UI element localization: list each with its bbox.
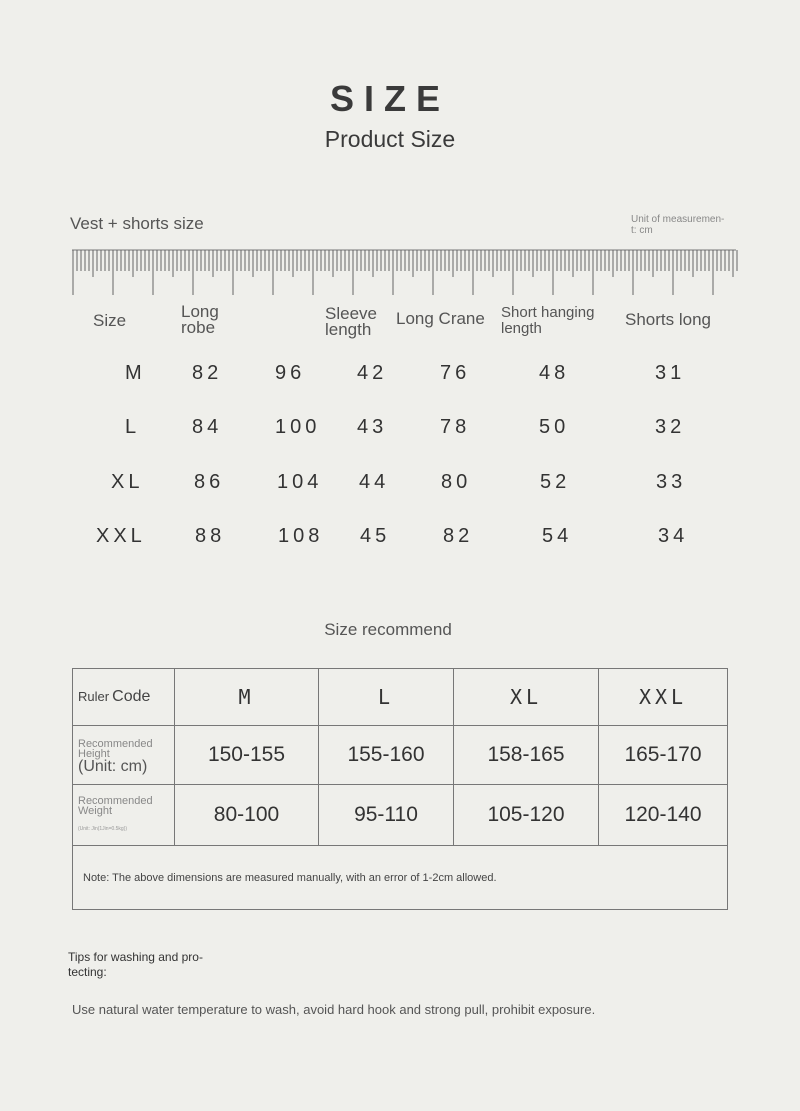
cell-long-crane: 80 [441,471,472,493]
tips-body: Use natural water temperature to wash, avoid hard hook and strong pull, prohibit exposure. [72,1002,596,1017]
cell-size: XL [111,471,144,493]
height-xl: 158-165 [454,726,599,785]
tips-title [68,950,228,980]
cell-long-robe: 88 [195,525,226,547]
cell-short-hanging: 48 [539,362,570,384]
code-xxl: XXL [599,669,728,726]
weight-label-cell [73,785,175,846]
col-header-sleeve-line2: length [325,320,372,339]
weight-label-line2: Weight [78,805,113,817]
recommend-title: Size recommend [324,620,452,639]
cell-shorts-long: 31 [655,362,686,384]
cell-short-hanging: 50 [539,416,570,438]
col-header-sleeve [325,306,377,338]
weight-xl: 105-120 [454,785,599,846]
cell-size: XXL [96,525,146,547]
recommend-table [72,668,728,910]
col-header-short-hanging-line2: length [501,320,542,337]
ruler-graphic [72,247,738,297]
height-l: 155-160 [319,726,454,785]
cell-sleeve: 45 [360,525,391,547]
cell-long-crane: 82 [443,525,474,547]
col-header-long-robe-line1: Long [181,302,219,321]
height-label-line2: Height [78,747,110,760]
tips-title-line1: Tips for washing and pro- [68,950,203,964]
recommend-height-row [73,726,728,785]
page-subtitle: Product Size [324,126,456,152]
col-header-shorts-long: Shorts long [625,310,711,329]
size-chart-label: Vest + shorts size [70,214,204,233]
col-header-long-robe [181,304,219,336]
cell-sleeve: 42 [357,362,388,384]
ruler-code-cell [73,669,175,726]
code-l: L [319,669,454,726]
cell-chest: 100 [275,416,321,438]
recommend-code-row [73,669,728,726]
cell-short-hanging: 52 [540,471,571,493]
col-header-size: Size [93,311,127,330]
col-header-sleeve-line1: Sleeve [325,304,377,323]
page-title: SIZE [329,78,450,119]
unit-note-line2: t: cm [631,225,653,236]
weight-unit: (Unit: Jin(1Jin=0.5kg)) [78,826,128,832]
cell-shorts-long: 33 [656,471,687,493]
cell-short-hanging: 54 [542,525,573,547]
col-header-long-crane: Long Crane [396,309,485,328]
height-xxl: 165-170 [599,726,728,785]
cell-size: M [125,362,146,384]
ruler-label: Ruler [78,688,110,704]
cell-shorts-long: 34 [658,525,689,547]
col-header-short-hanging-line1: Short hanging [501,304,595,321]
weight-l: 95-110 [319,785,454,846]
unit-note-line1: Unit of measuremen- [631,214,725,225]
cell-sleeve: 44 [359,471,390,493]
code-m: M [175,669,319,726]
height-label-cell [73,726,175,785]
cell-chest: 108 [278,525,324,547]
col-header-long-robe-line2: robe [181,318,216,337]
cell-chest: 104 [277,471,323,493]
measurement-note: Note: The above dimensions are measured manually, with an error of 1-2cm allowed. [73,846,728,910]
cell-long-robe: 84 [192,416,223,438]
weight-label-line1: Recommended [78,795,153,807]
recommend-weight-row [73,785,728,846]
cell-shorts-long: 32 [655,416,686,438]
unit-note [631,214,751,236]
height-label-line1: Recommended [78,737,153,750]
code-xl: XL [454,669,599,726]
cell-long-robe: 82 [192,362,223,384]
weight-m: 80-100 [175,785,319,846]
cell-sleeve: 43 [357,416,388,438]
height-m: 150-155 [175,726,319,785]
col-header-short-hanging [501,305,594,337]
cell-size: L [125,416,141,438]
cell-long-crane: 76 [440,362,471,384]
weight-xxl: 120-140 [599,785,728,846]
cell-long-robe: 86 [194,471,225,493]
tips-title-line2: tecting: [68,965,107,979]
recommend-note-row [73,846,728,910]
code-label: Code [112,687,151,705]
cell-long-crane: 78 [440,416,471,438]
cell-chest: 96 [275,362,306,384]
height-unit: (Unit: cm) [78,757,148,775]
